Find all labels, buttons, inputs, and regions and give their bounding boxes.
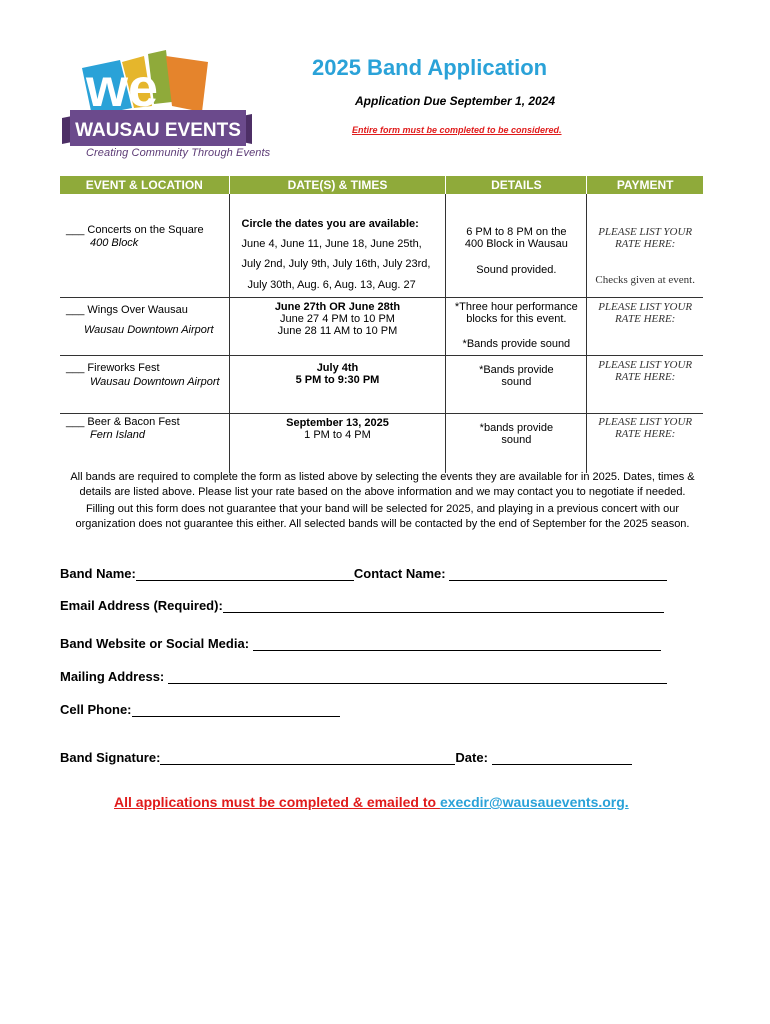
page-title: 2025 Band Application — [312, 55, 548, 80]
payment-line: RATE HERE: — [614, 427, 676, 440]
date-label: Date: — [455, 750, 488, 765]
event-name[interactable]: ___ Fireworks Fest — [66, 361, 160, 374]
band-name-row — [60, 566, 667, 581]
contact-name-field[interactable] — [449, 566, 667, 581]
logo-letters: we — [86, 58, 159, 118]
email-link[interactable]: execdir@wausauevents.org. — [439, 794, 629, 810]
table-row — [60, 355, 703, 413]
header-dates: DATE(S) & TIMES — [229, 176, 446, 194]
table-row — [60, 297, 703, 355]
details-line: Sound provided. — [476, 264, 557, 276]
dates-line: 5 PM to 9:30 PM — [295, 373, 380, 386]
mailing-label: Mailing Address: — [60, 669, 165, 684]
details-line: *bands provide — [479, 421, 554, 434]
date-field[interactable] — [492, 750, 632, 765]
email-row — [60, 598, 664, 613]
event-location: Fern Island — [90, 428, 146, 441]
header-event: EVENT & LOCATION — [60, 176, 229, 194]
header-payment: PAYMENT — [587, 176, 703, 194]
event-name[interactable]: ___ Wings Over Wausau — [66, 303, 188, 316]
website-label: Band Website or Social Media: — [60, 636, 250, 651]
details-line: *Bands provide sound — [462, 337, 571, 350]
dates-line: July 30th, Aug. 6, Aug. 13, Aug. 27 — [247, 279, 416, 291]
submission-note — [114, 794, 629, 810]
details-line: 6 PM to 8 PM on the — [466, 226, 567, 238]
payment-line: PLEASE LIST YOUR — [598, 300, 693, 313]
dates-line: July 2nd, July 9th, July 16th, July 23rd, — [241, 258, 431, 270]
details-line: sound — [501, 433, 532, 446]
contact-name-label: Contact Name: — [353, 566, 446, 581]
details-line: 400 Block in Wausau — [464, 238, 568, 250]
dates-line: June 4, June 11, June 18, June 25th, — [241, 238, 422, 250]
dates-heading: June 27th OR June 28th — [274, 300, 401, 313]
cell-label: Cell Phone: — [60, 702, 132, 717]
website-row — [60, 636, 661, 651]
cell-row — [60, 702, 340, 717]
event-name[interactable]: ___ Concerts on the Square — [66, 224, 204, 236]
signature-label: Band Signature: — [60, 750, 161, 765]
email-label: Email Address (Required): — [60, 598, 223, 613]
table-row — [60, 413, 703, 473]
payment-line: RATE HERE: — [614, 238, 676, 250]
event-location: Wausau Downtown Airport — [84, 323, 214, 336]
payment-line: PLEASE LIST YOUR — [598, 415, 693, 428]
signature-field[interactable] — [160, 750, 455, 765]
details-line: blocks for this event. — [466, 312, 567, 325]
wausau-events-logo — [62, 48, 252, 163]
band-name-label: Band Name: — [60, 566, 136, 581]
dates-line: June 28 11 AM to 10 PM — [277, 324, 398, 337]
details-line: *Three hour performance — [454, 300, 578, 313]
instructions-paragraph: All bands are required to complete the form as listed above by selecting the events they are available for in 2025. Dates, times & details are listed above. Please list your rate based on the above information and we may contact you to negotiate if needed. — [70, 471, 695, 498]
email-field[interactable] — [223, 598, 664, 613]
payment-line: RATE HERE: — [614, 312, 676, 325]
logo-banner: WAUSAU EVENTS — [75, 120, 241, 141]
logo-tagline: Creating Community Through Events — [86, 147, 271, 159]
dates-line: 1 PM to 4 PM — [304, 428, 371, 441]
cell-field[interactable] — [132, 702, 340, 717]
payment-line: PLEASE LIST YOUR — [598, 358, 693, 371]
band-name-field[interactable] — [136, 566, 354, 581]
completion-note: Entire form must be completed to be considered. — [352, 125, 562, 135]
mailing-field[interactable] — [168, 669, 667, 684]
event-name[interactable]: ___ Beer & Bacon Fest — [66, 415, 180, 428]
dates-line: June 27 4 PM to 10 PM — [280, 312, 395, 325]
payment-line: RATE HERE: — [614, 370, 676, 383]
due-date: Application Due September 1, 2024 — [355, 94, 556, 108]
website-field[interactable] — [253, 636, 661, 651]
table-header-row — [60, 176, 703, 194]
dates-heading: September 13, 2025 — [286, 416, 389, 429]
dates-heading: Circle the dates you are available: — [241, 218, 419, 230]
signature-row — [60, 750, 632, 765]
details-line: sound — [501, 375, 532, 388]
submission-text: All applications must be completed & emailed to — [114, 794, 440, 810]
events-table — [60, 176, 703, 473]
disclaimer-paragraph: Filling out this form does not guarantee that your band will be selected for 2025, and playing in a previous concert with our organization does not guarantee this either. All selected bands will be contacted by the end of September for the 2025 season. — [75, 503, 690, 530]
event-location: 400 Block — [90, 237, 139, 249]
dates-heading: July 4th — [316, 361, 359, 374]
details-line: *Bands provide — [479, 363, 554, 376]
event-location: Wausau Downtown Airport — [90, 375, 220, 388]
payment-note: Checks given at event. — [595, 274, 695, 286]
mailing-row — [60, 669, 667, 684]
payment-line: PLEASE LIST YOUR — [598, 226, 693, 238]
table-row — [60, 194, 703, 297]
header-details: DETAILS — [446, 176, 587, 194]
